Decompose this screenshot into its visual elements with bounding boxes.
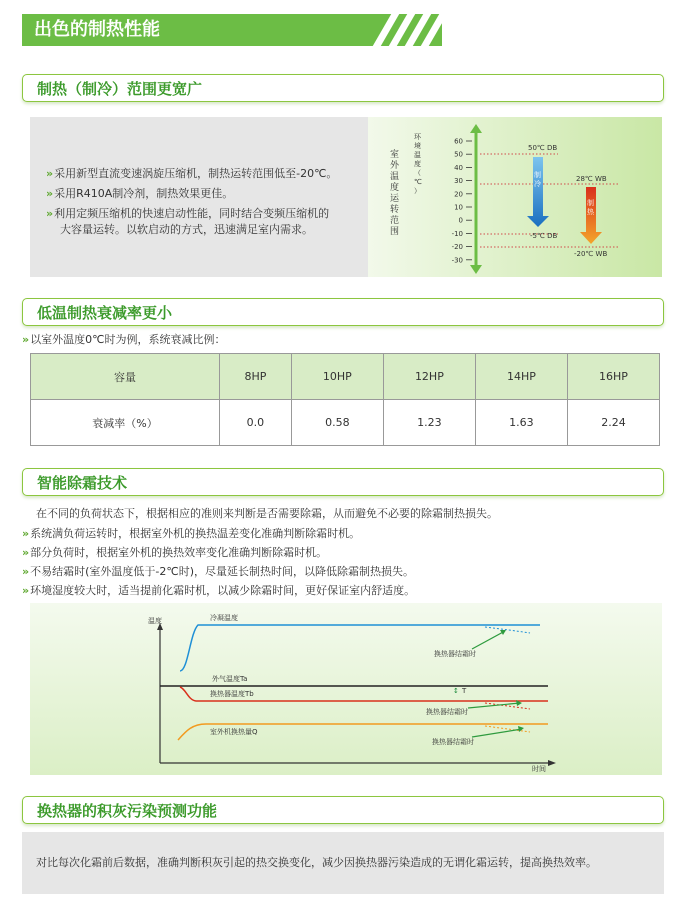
heat-top-label: 28℃ WB xyxy=(576,175,607,183)
axis-tick-label: 30 xyxy=(454,177,463,186)
range-vertical-label: 室外温度运转范围 xyxy=(390,150,400,237)
hx-temp-label: 换热器温度Tb xyxy=(210,690,254,698)
cool-word-2: 冷 xyxy=(534,180,541,188)
frost-pointer-1 xyxy=(472,631,505,649)
table-cell: 0.58 xyxy=(291,400,383,446)
axis-label: 环境温度（℃） xyxy=(414,133,422,195)
range-chart xyxy=(368,117,662,277)
defrost-intro: 在不同的负荷状态下，根据相应的准则来判断是否需要除霜，从而避免不必要的除霜制热损失。 xyxy=(36,507,498,520)
cool-bottom-label: -5℃ DB xyxy=(530,232,558,240)
axis-tick-label: 60 xyxy=(454,137,463,146)
axis-tick-label: 50 xyxy=(454,150,463,159)
range-bullet-2: » 采用R410A制冷剂，制热效果更佳。 xyxy=(46,187,234,200)
table-row xyxy=(31,354,660,400)
frost-label-1: 换热器结霜时 xyxy=(434,650,476,658)
heat-bottom-label: -20℃ WB xyxy=(574,250,608,258)
axis-arrow-down-icon xyxy=(470,265,482,274)
axis-tick-label: -20 xyxy=(451,243,463,252)
section-header-defrost xyxy=(22,468,664,496)
svg-text:制热: 制热 xyxy=(587,199,594,216)
table-cell: 16HP xyxy=(567,354,659,400)
section-header-range-label: 制热（制冷）范围更宽广 xyxy=(37,80,203,98)
title-stripes-decoration xyxy=(372,14,442,46)
frost-label-2: 换热器结霜时 xyxy=(426,708,468,716)
table-cell: 2.24 xyxy=(567,400,659,446)
x-axis-arrow-icon xyxy=(548,760,556,766)
range-bullet-3: » 利用定频压缩机的快速启动性能，同时结合变频压缩机的 xyxy=(46,207,330,220)
axis-arrow-up-icon xyxy=(470,124,482,133)
defrost-chart xyxy=(30,603,662,775)
table-cell: 1.23 xyxy=(383,400,475,446)
frost-label-3: 换热器结霜时 xyxy=(432,738,474,746)
axis-tick-label: 40 xyxy=(454,163,463,172)
table-cell: 14HP xyxy=(475,354,567,400)
axis-ticks xyxy=(452,138,472,265)
table-cell: 8HP xyxy=(220,354,292,400)
axis-tick-label: 20 xyxy=(454,190,463,199)
section-header-dust xyxy=(22,796,664,824)
defrost-bullet-1: » 系统满负荷运转时，根据室外机的换热温差变化准确判断除霜时机。 xyxy=(22,527,361,540)
section-header-defrost-label: 智能除霜技术 xyxy=(37,474,128,492)
table-cell: 1.63 xyxy=(475,400,567,446)
frost-pointer-3 xyxy=(472,729,522,737)
cool-word-1: 制 xyxy=(534,171,541,179)
condense-label: 冷凝温度 xyxy=(210,614,238,622)
axis-tick-label: -30 xyxy=(451,256,463,265)
table-cell: 12HP xyxy=(383,354,475,400)
axis-tick-label: -10 xyxy=(451,229,463,238)
condense-line xyxy=(180,625,540,671)
cooling-arrow-icon xyxy=(527,157,549,227)
table-cell: 0.0 xyxy=(220,400,292,446)
condense-drop xyxy=(485,627,530,633)
section-header-dust-label: 换热器的积灰污染预测功能 xyxy=(37,802,218,820)
defrost-bullet-4: » 环境湿度较大时，适当提前化霜时机，以减少除霜时间，更好保证室内舒适度。 xyxy=(22,584,416,597)
page-title: 出色的制热性能 xyxy=(22,14,442,46)
dust-text: 对比每次化霜前后数据，准确判断积灰引起的热交换变化，减少因换热器污染造成的无谓化霜运转，提高换热效率。 xyxy=(36,856,597,869)
cool-top-label: 50℃ DB xyxy=(528,144,558,152)
table-row xyxy=(31,400,660,446)
defrost-bullet-3: » 不易结霜时(室外温度低于-2℃时)，尽量延长制热时间，以降低除霜制热损失。 xyxy=(22,565,415,578)
frost-arrow-1-icon xyxy=(500,630,506,635)
delta-label: T xyxy=(462,687,467,695)
axis-tick-label: 10 xyxy=(454,203,463,212)
section-header-range xyxy=(22,74,664,102)
axis-tick-label: 0 xyxy=(458,216,463,225)
range-bullet-3-cont: 大容量运转。以软启动的方式，迅速满足室内需求。 xyxy=(60,223,313,236)
table-header-rate: 衰减率（%） xyxy=(31,400,220,446)
delta-arrow-icon: ↕ xyxy=(453,687,459,695)
range-bullet-1: » 采用新型直流变速涡旋压缩机，制热运转范围低至-20℃。 xyxy=(46,167,338,180)
hx-capacity-label: 室外机换热量Q xyxy=(210,728,258,736)
defrost-bullet-2: » 部分负荷时，根据室外机的换热效率变化准确判断除霜时机。 xyxy=(22,546,328,559)
table-cell: 10HP xyxy=(291,354,383,400)
ambient-label: 外气温度Ta xyxy=(212,675,248,683)
attenuation-table xyxy=(30,353,660,446)
section-header-attenuation-label: 低温制热衰减率更小 xyxy=(37,304,173,322)
table-header-capacity: 容量 xyxy=(31,354,220,400)
attenuation-note: » 以室外温度0℃时为例，系统衰减比例： xyxy=(22,333,226,346)
y-axis-label: 温度 xyxy=(148,617,162,625)
section-header-attenuation xyxy=(22,298,664,326)
x-axis-label: 时间 xyxy=(532,765,546,773)
